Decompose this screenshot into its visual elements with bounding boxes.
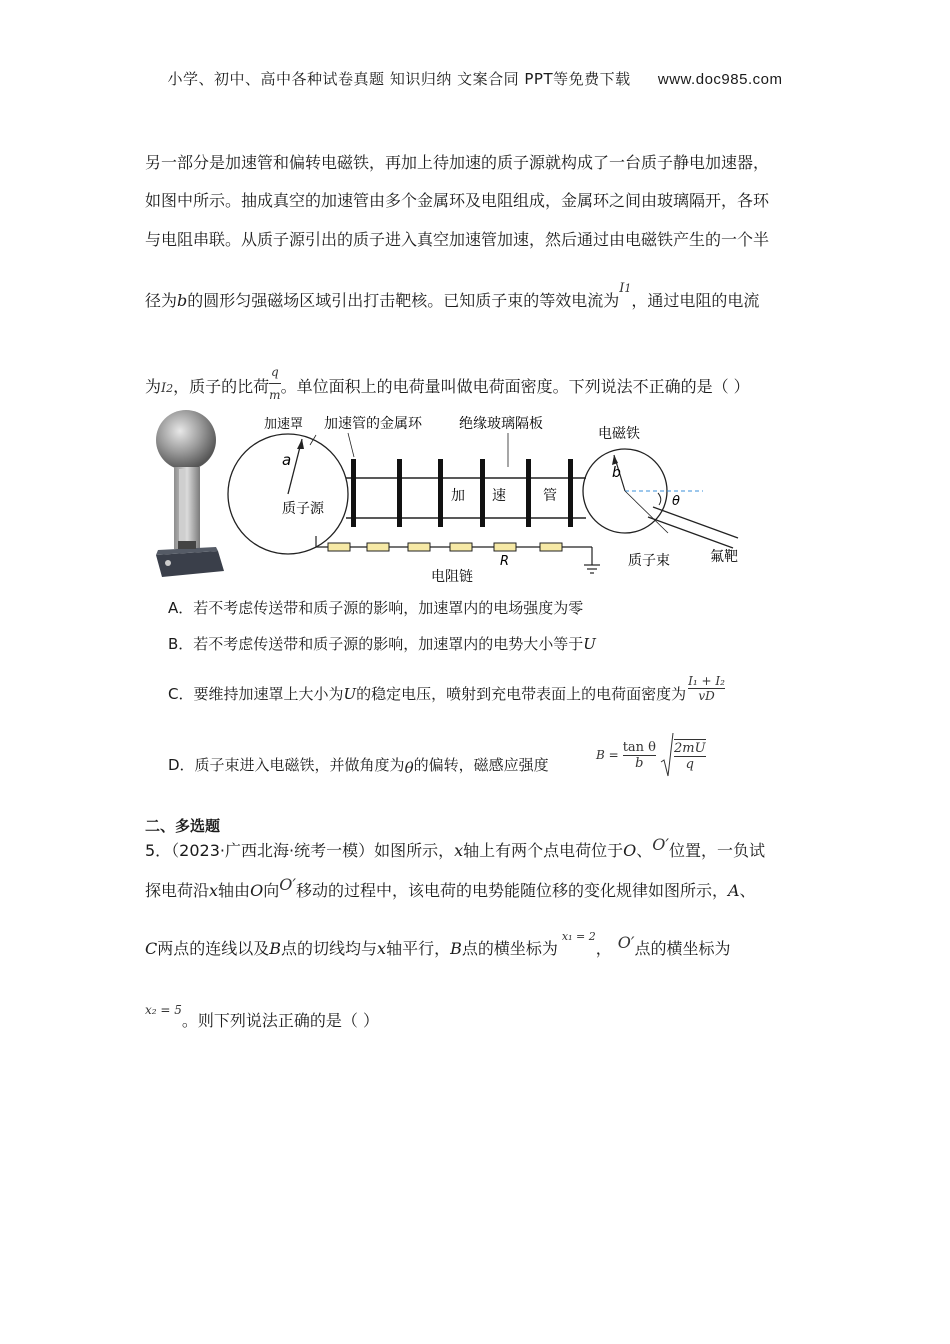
frac-den: vD xyxy=(698,689,715,703)
formula-i1 xyxy=(619,281,631,296)
text-run: 轴由 xyxy=(218,881,251,900)
frac-num: tan θ xyxy=(622,739,656,755)
var-a: A xyxy=(727,881,740,900)
frac-num: 2mU xyxy=(674,740,706,756)
ring-2 xyxy=(397,459,402,527)
text-run: 向 xyxy=(263,881,280,900)
frac-num: q xyxy=(271,365,279,379)
section-title: 二、多选题 xyxy=(145,817,221,835)
resistor-4 xyxy=(450,543,472,551)
accelerator-figure xyxy=(148,405,798,585)
problem4-line3: 与电阻串联。从质子源引出的质子进入真空加速管加速，然后通过由电磁铁产生的一个半 xyxy=(145,230,770,249)
radius-a-arrow xyxy=(297,439,304,449)
var-c: C xyxy=(145,939,158,958)
ring-1 xyxy=(351,459,356,527)
var-o-prime: O′ xyxy=(279,875,296,894)
resistor-2 xyxy=(367,543,389,551)
beam-pipe-top xyxy=(653,507,738,538)
option-d-text-1: D．质子束进入电磁铁，并做角度为 xyxy=(168,756,405,774)
van-de-graaff-photo xyxy=(156,410,224,577)
label-a: a xyxy=(282,451,292,469)
formula-x2: x₂ = 5 xyxy=(145,1003,182,1017)
resistor-6 xyxy=(540,543,562,551)
formula-b-eq: B = xyxy=(596,748,619,762)
label-glass: 绝缘玻璃隔板 xyxy=(459,416,543,432)
formula-surface-density xyxy=(688,674,725,703)
text-run: 径为 xyxy=(145,291,178,310)
resistor-3 xyxy=(408,543,430,551)
knob-shape xyxy=(165,560,171,566)
belt-shape xyxy=(179,469,185,547)
text-run: 点的切线均与 xyxy=(281,939,378,958)
formula-i2-main: I xyxy=(161,381,167,396)
sqrt-sign xyxy=(660,732,674,778)
text-run: 。则下列说法正确的是（ ） xyxy=(181,1011,379,1030)
problem5-line3 xyxy=(145,930,731,962)
formula-i1-sub: 1 xyxy=(624,282,632,295)
var-o-prime: O′ xyxy=(652,835,670,854)
text-run: 、 xyxy=(739,881,756,900)
option-b xyxy=(168,633,596,654)
option-a: A．若不考虑传送带和质子源的影响，加速罩内的电场强度为零 xyxy=(168,599,584,617)
option-d xyxy=(168,754,549,775)
var-u: U xyxy=(343,685,357,703)
text-run: 位置，一负试 xyxy=(669,841,766,860)
label-ring: 加速管的金属环 xyxy=(324,416,422,432)
problem4-line4 xyxy=(145,281,760,314)
formula-q-over-m xyxy=(269,361,280,406)
label-chain: 电阻链 xyxy=(431,569,473,585)
formula-magnetic-field xyxy=(596,732,706,778)
resistor-1 xyxy=(328,543,350,551)
option-d-text-2: 的偏转，磁感应强度 xyxy=(413,756,549,774)
text-run: ， xyxy=(595,939,612,958)
sphere-shape xyxy=(156,410,216,470)
text-run: 为 xyxy=(145,377,162,396)
option-c-text-1: C．要维持加速罩上大小为 xyxy=(168,685,344,703)
beam-pipe-bottom xyxy=(648,517,733,548)
formula-i2-sub: 2 xyxy=(166,382,174,395)
leader-ring xyxy=(348,433,354,457)
theta-arc xyxy=(658,493,661,505)
text-run: 5．（2023·广西北海·统考一模）如图所示， xyxy=(145,841,455,860)
column-shape xyxy=(174,467,200,549)
label-beam: 质子束 xyxy=(628,553,670,569)
resistor-5 xyxy=(494,543,516,551)
label-theta: θ xyxy=(672,494,680,509)
text-run: 的圆形匀强磁场区域引出打击靶核。已知质子束的等效电流为 xyxy=(187,291,620,310)
motor-shape xyxy=(178,541,196,549)
label-magnet: 电磁铁 xyxy=(598,426,640,442)
var-o-prime: O′ xyxy=(617,933,635,952)
problem5-line4 xyxy=(145,1003,379,1033)
text-run: 移动的过程中，该电荷的电势能随位移的变化规律如图所示， xyxy=(295,881,728,900)
frac-den: m xyxy=(269,388,281,402)
var-b: B xyxy=(450,939,462,958)
text-run: 轴平行， xyxy=(386,939,451,958)
problem4-line2: 如图中所示。抽成真空的加速管由多个金属环及电阻组成，金属环之间由玻璃隔开，各环 xyxy=(145,191,770,210)
text-run: 探电荷沿 xyxy=(145,881,210,900)
text-run: ，质子的比荷 xyxy=(173,377,270,396)
label-source: 质子源 xyxy=(282,501,324,517)
problem4-line1: 另一部分是加速管和偏转电磁铁，再加上待加速的质子源就构成了一台质子静电加速器， xyxy=(145,153,770,172)
frac-num: I₁ + I₂ xyxy=(688,674,725,688)
var-o: O xyxy=(250,881,264,900)
option-c xyxy=(168,674,725,709)
option-c-text-2: 的稳定电压，喷射到充电带表面上的电荷面密度为 xyxy=(356,685,687,703)
var-x: x xyxy=(454,841,464,860)
var-b: B xyxy=(269,939,282,958)
label-tube-3: 管 xyxy=(543,488,557,504)
formula-x1: x₁ = 2 xyxy=(561,930,596,943)
problem5-line1 xyxy=(145,835,766,862)
formula-i1-main: I xyxy=(619,281,625,296)
var-x: x xyxy=(377,939,387,958)
ring-4 xyxy=(480,459,485,527)
text-run: 点的横坐标为 xyxy=(634,939,731,958)
option-b-text: B．若不考虑传送带和质子源的影响，加速罩内的电势大小等于 xyxy=(168,635,584,653)
page-header xyxy=(0,68,950,89)
ring-6 xyxy=(568,459,573,527)
text-run: 、 xyxy=(636,841,653,860)
label-target: 氟靶 xyxy=(710,549,738,565)
var-u: U xyxy=(583,635,596,653)
header-url[interactable]: www.doc985.com xyxy=(657,71,783,88)
label-tube-1: 加 xyxy=(451,488,465,504)
header-text: 小学、初中、高中各种试卷真题 知识归纳 文案合同 PPT等免费下载 xyxy=(167,70,631,88)
text-run: 点的横坐标为 xyxy=(461,939,558,958)
label-cover: 加速罩 xyxy=(264,417,304,432)
label-b: b xyxy=(612,465,621,481)
frac-den: q xyxy=(685,756,694,772)
frac-den: b xyxy=(635,755,644,771)
var-theta: θ xyxy=(404,759,414,777)
formula-tan-over-b xyxy=(623,740,656,771)
ring-3 xyxy=(438,459,443,527)
text-run: 两点的连线以及 xyxy=(157,939,270,958)
text-run: ，通过电阻的电流 xyxy=(631,291,760,310)
formula-i2 xyxy=(161,381,173,396)
var-x: x xyxy=(209,881,219,900)
label-r: R xyxy=(500,554,510,569)
var-b: b xyxy=(177,291,188,310)
formula-sqrt-content xyxy=(674,739,706,772)
ring-5 xyxy=(526,459,531,527)
text-run: 轴上有两个点电荷位于 xyxy=(463,841,624,860)
problem5-line2 xyxy=(145,875,756,902)
problem4-line5 xyxy=(145,365,750,410)
label-tube-2: 速 xyxy=(492,488,506,504)
var-o: O xyxy=(623,841,637,860)
text-run: 。单位面积上的电荷量叫做电荷面密度。下列说法不正确的是（ ） xyxy=(280,377,750,396)
